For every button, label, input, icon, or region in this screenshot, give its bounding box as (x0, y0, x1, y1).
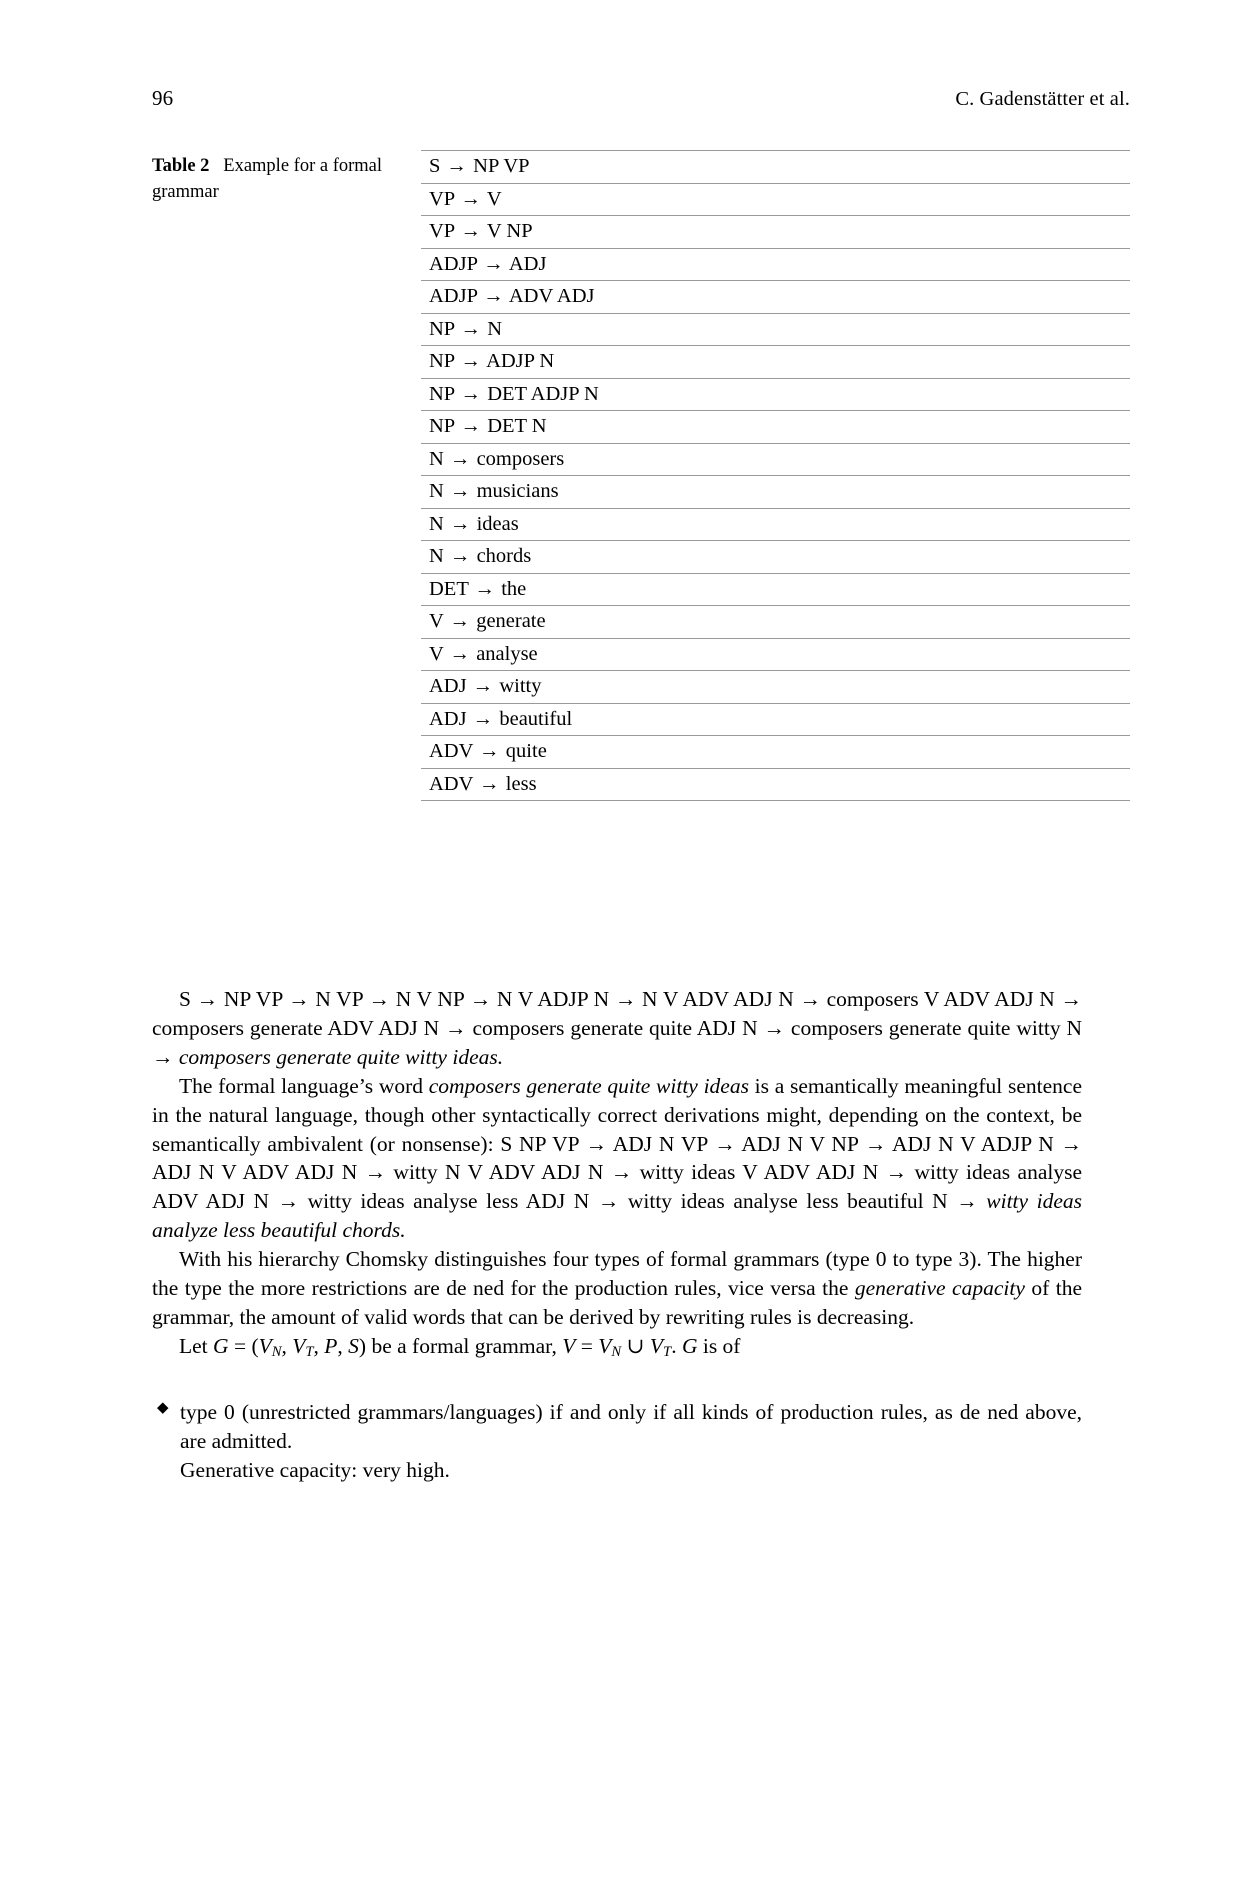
table-row (421, 573, 1130, 606)
period-after-vt: . (671, 1333, 682, 1358)
rule-lhs: DET (429, 577, 469, 600)
table-row (421, 183, 1130, 216)
rule-cell (421, 183, 1130, 216)
rule-cell (421, 541, 1130, 574)
rule-cell (421, 768, 1130, 801)
rule-lhs: NP (429, 382, 455, 405)
rule-cell (421, 476, 1130, 509)
rule-lhs: ADJ (429, 707, 467, 730)
arrow-icon: → (460, 187, 482, 210)
running-head-title: C. Gadenstätter et al. (955, 88, 1130, 110)
var-v: V (562, 1333, 576, 1358)
rule-lhs: VP (429, 220, 455, 242)
rule-lhs: N (429, 512, 444, 535)
rule-cell (421, 606, 1130, 639)
var-p: P (324, 1333, 338, 1358)
table-caption (152, 150, 410, 206)
arrow-icon: → (446, 155, 468, 177)
var-vt-2-subscript: T (663, 1344, 672, 1361)
table-row (421, 248, 1130, 281)
rule-cell (421, 216, 1130, 249)
rule-lhs: NP (429, 415, 455, 437)
arrow-icon: → (479, 772, 500, 795)
table-row (421, 476, 1130, 509)
table-caption-label: Table 2 (152, 156, 210, 176)
rule-cell (421, 248, 1130, 281)
var-vt: V (292, 1333, 306, 1358)
rule-cell (421, 443, 1130, 476)
rule-rhs: generate (476, 610, 546, 632)
arrow-icon: → (460, 382, 482, 405)
comma-3: , (337, 1333, 349, 1358)
rule-cell (421, 638, 1130, 671)
rule-lhs: V (429, 610, 444, 632)
para2-part2: is a semantically meaningful sentence in the natural language, though other syntactically correct derivations might, depending on the context, be semantically ambivalent (or nonsense): S NP VP → ADJ N VP → ADJ N V NP → ADJ N V ADJP N → ADJ N V ADV ADJ N → witty N V ADV ADJ N → witty ideas V ADV ADJ N → witty ideas analyse ADV ADJ N → witty ideas analyse less ADJ N → witty ideas analyse less beautiful N → (152, 1073, 1082, 1214)
table-row (421, 606, 1130, 639)
paragraph-derivation-1 (152, 985, 1082, 1072)
rule-rhs: V (486, 187, 502, 210)
rule-rhs: composers (476, 447, 565, 470)
table-row (421, 313, 1130, 346)
arrow-icon: → (449, 447, 471, 470)
rule-lhs: ADJ (429, 675, 467, 697)
rule-lhs: N (429, 447, 444, 470)
rule-rhs: chords (476, 545, 532, 567)
arrow-icon: → (479, 740, 500, 762)
rule-lhs: ADJP (429, 285, 478, 307)
list-item-text: type 0 (unrestricted grammars/languages) if and only if all kinds of production rules, as de ned above, are admitted. (180, 1399, 1082, 1453)
rule-rhs: the (501, 577, 527, 600)
comma-1: , (281, 1333, 293, 1358)
rule-cell (421, 573, 1130, 606)
arrow-icon: → (472, 707, 494, 730)
arrow-icon: → (449, 545, 471, 567)
paragraph-formal-language (152, 1072, 1082, 1245)
is-of-tail: is of (697, 1333, 741, 1358)
table-row (421, 151, 1130, 184)
para3-part1: With his hierarchy Chomsky distinguishes four types of formal grammars (type 0 to type 3). The higher the type the more restrictions are de ned for the production rules, vice versa the (152, 1247, 1082, 1301)
rule-rhs: DET ADJP N (487, 382, 599, 405)
table-row (421, 378, 1130, 411)
eq-open: = ( (228, 1333, 259, 1358)
table-row (421, 346, 1130, 379)
rule-rhs: ADJP N (486, 350, 555, 372)
equals-sign: = (575, 1333, 599, 1358)
rule-rhs: beautiful (499, 707, 573, 730)
paragraph-chomsky-hierarchy (152, 1245, 1082, 1332)
rule-lhs: ADV (429, 740, 474, 762)
comma-2: , (313, 1333, 325, 1358)
rule-cell (421, 736, 1130, 769)
table-row (421, 768, 1130, 801)
table-row (421, 443, 1130, 476)
var-vn-2: V (598, 1333, 612, 1358)
arrow-icon: → (460, 350, 482, 372)
grammar-type-list (152, 1398, 1082, 1485)
rule-lhs: VP (429, 187, 455, 210)
arrow-icon: → (449, 480, 471, 502)
table-block (152, 150, 1130, 801)
rule-lhs: NP (429, 350, 455, 372)
table-body (421, 151, 1130, 801)
rule-cell (421, 313, 1130, 346)
arrow-icon: → (449, 642, 471, 665)
list-item (152, 1398, 1082, 1485)
derivation-steps: S → NP VP → N VP → N V NP → N V ADJP N → N V ADV ADJ N → composers V ADV ADJ N → composers generate ADV ADJ N → composers generate quite ADJ N → composers generate quite witty N → (152, 987, 1082, 1069)
var-vn: V (258, 1333, 272, 1358)
var-vn-2-subscript: N (611, 1344, 622, 1361)
var-vt-subscript: T (305, 1344, 314, 1361)
arrow-icon: → (460, 220, 482, 242)
bullet-diamond-icon: ◆ (157, 1400, 169, 1417)
table-row (421, 216, 1130, 249)
var-s: S (348, 1333, 359, 1358)
list-spacer (152, 1363, 1082, 1380)
table-row (421, 541, 1130, 574)
let-lead: Let (179, 1333, 214, 1358)
arrow-icon: → (449, 610, 471, 632)
rule-lhs: NP (429, 317, 455, 340)
page-number: 96 (152, 86, 174, 110)
para3-italic-phrase: generative capacity (854, 1276, 1025, 1301)
rule-cell (421, 151, 1130, 184)
rule-rhs: quite (505, 740, 547, 762)
rule-lhs: ADV (429, 772, 474, 795)
union-symbol: ∪ (621, 1333, 650, 1358)
rule-lhs: V (429, 642, 444, 665)
rule-cell (421, 703, 1130, 736)
rule-cell (421, 281, 1130, 314)
var-vt-2: V (649, 1333, 664, 1358)
arrow-icon: → (483, 285, 504, 307)
rule-rhs: DET N (487, 415, 547, 437)
arrow-icon: → (449, 512, 471, 535)
running-head (152, 86, 1130, 111)
var-g: G (213, 1333, 229, 1358)
derivation-result: composers generate quite witty ideas. (178, 1044, 504, 1069)
table-caption-text: Example for a formal grammar (152, 156, 383, 203)
eq-close: ) be a formal grammar, (358, 1333, 563, 1358)
arrow-icon: → (472, 675, 494, 697)
para2-italic-phrase-1: composers generate quite witty ideas (428, 1073, 749, 1098)
rule-cell (421, 411, 1130, 444)
rule-rhs: NP VP (473, 155, 530, 177)
rule-rhs: witty (499, 675, 542, 697)
table-row (421, 671, 1130, 704)
table-row (421, 638, 1130, 671)
paragraph-grammar-definition (152, 1332, 1082, 1363)
body-text-column (152, 985, 1082, 1484)
arrow-icon: → (460, 317, 482, 340)
rule-rhs: ADJ (508, 252, 547, 275)
arrow-icon: → (483, 252, 504, 275)
table-row (421, 703, 1130, 736)
grammar-production-rules-table (421, 150, 1130, 801)
table-row (421, 411, 1130, 444)
rule-lhs: N (429, 545, 444, 567)
rule-cell (421, 508, 1130, 541)
list-item-subline: Generative capacity: very high. (180, 1457, 450, 1482)
table-row (421, 736, 1130, 769)
para3-part2: of the grammar, the amount of valid words that can be derived by rewriting rules is decreasing. (152, 1276, 1082, 1329)
rule-lhs: ADJP (429, 252, 478, 275)
table-row (421, 508, 1130, 541)
rule-rhs: less (505, 772, 537, 795)
rule-cell (421, 671, 1130, 704)
rule-rhs: V NP (486, 220, 533, 242)
arrow-icon: → (474, 577, 496, 600)
rule-rhs: analyse (476, 642, 538, 665)
rule-lhs: N (429, 480, 444, 502)
rule-rhs: N (487, 317, 503, 340)
rule-rhs: musicians (476, 480, 559, 502)
para2-italic-phrase-2: witty ideas analyze less beautiful chords. (152, 1189, 1083, 1243)
var-g-2: G (681, 1333, 698, 1358)
rule-lhs: S (429, 155, 441, 177)
table-row (421, 281, 1130, 314)
rule-cell (421, 378, 1130, 411)
rule-rhs: ideas (476, 512, 519, 535)
para2-part1: The formal language’s word (179, 1073, 429, 1098)
rule-cell (421, 346, 1130, 379)
var-vn-subscript: N (271, 1344, 282, 1361)
rule-rhs: ADV ADJ (508, 285, 595, 307)
arrow-icon: → (460, 415, 482, 437)
